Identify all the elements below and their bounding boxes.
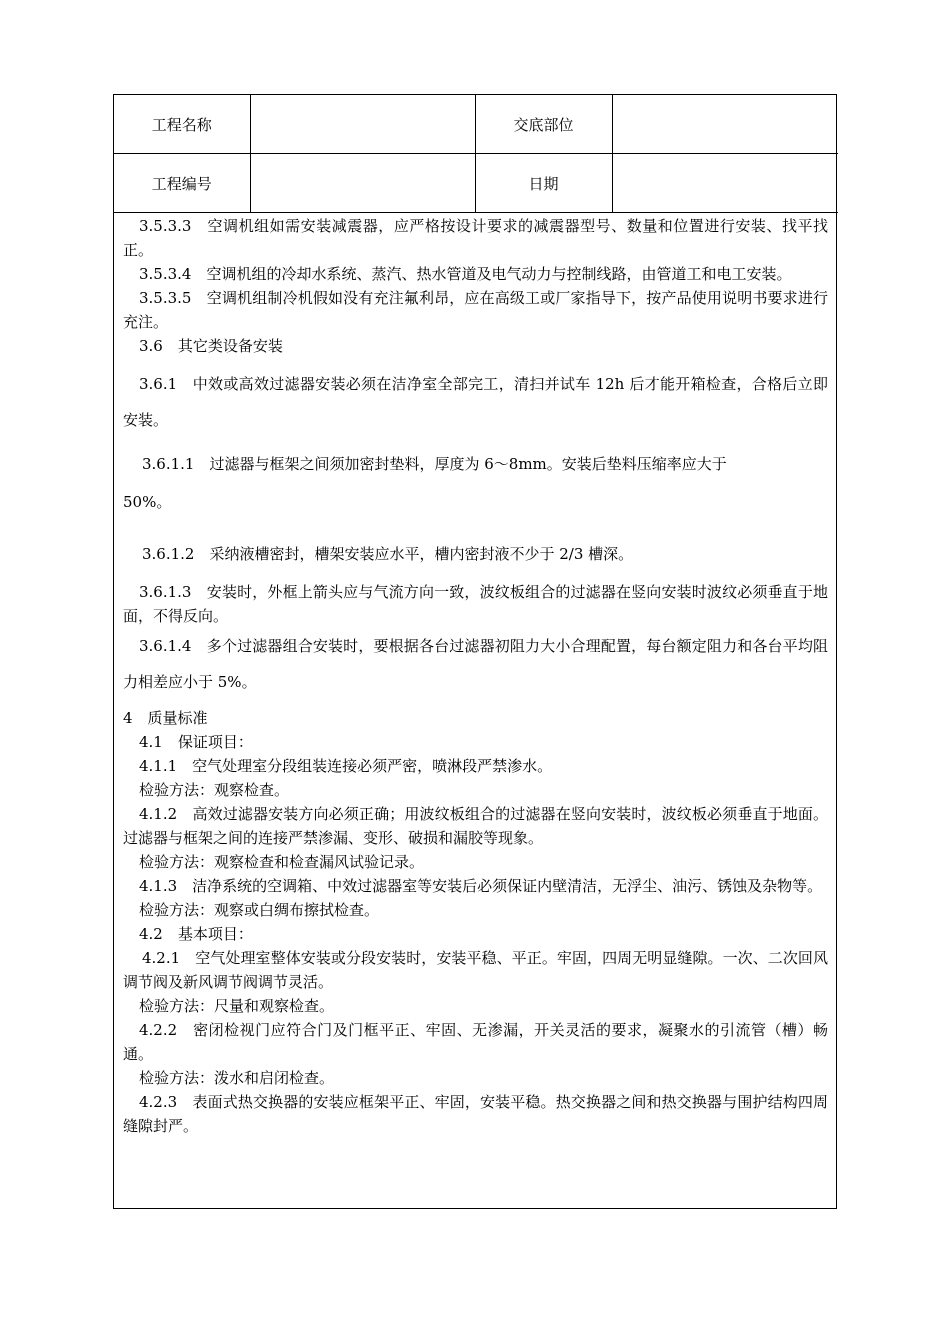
paragraph-4-2-1: 4.2.1 空气处理室整体安装或分段安装时，安装平稳、平正。牢固，四周无明显缝隙。一次、二次回风调节阀及新风调节阀调节灵活。 — [123, 949, 828, 991]
paragraph-4-1-3: 4.1.3 洁净系统的空调箱、中效过滤器室等安装后必须保证内壁清洁，无浮尘、油污、锈蚀及杂物等。 — [139, 877, 823, 895]
label-project-no: 工程编号 — [114, 154, 250, 213]
value-project-no — [250, 154, 475, 213]
paragraph-3-6-1: 3.6.1 中效或高效过滤器安装必须在洁净室全部完工，清扫并试车 12h 后才能开箱检查，合格后立即安装。 — [123, 375, 828, 429]
inspection-method-4: 检验方法：尺量和观察检查。 — [139, 997, 335, 1015]
value-disclosure-part — [612, 95, 838, 154]
value-date — [612, 154, 838, 213]
subheading-4-1: 4.1 保证项目： — [139, 733, 253, 751]
inspection-method-2: 检验方法：观察检查和检查漏风试验记录。 — [139, 853, 425, 871]
section-heading-3-6: 3.6 其它类设备安装 — [139, 337, 283, 355]
document-frame — [113, 94, 837, 1209]
paragraph-3-5-3-4: 3.5.3.4 空调机组的冷却水系统、蒸汽、热水管道及电气动力与控制线路，由管道工和电工安装。 — [139, 265, 792, 283]
body-text — [123, 214, 828, 1138]
label-disclosure-part: 交底部位 — [475, 95, 612, 154]
inspection-method-1: 检验方法：观察检查。 — [139, 781, 290, 799]
paragraph-3-5-3-3: 3.5.3.3 空调机组如需安装减震器，应严格按设计要求的减震器型号、数量和位置进行安装、找平找正。 — [123, 217, 828, 259]
paragraph-3-6-1-3: 3.6.1.3 安装时，外框上箭头应与气流方向一致，波纹板组合的过滤器在竖向安装时波纹必须垂直于地面，不得反向。 — [123, 583, 828, 625]
header-row-1 — [114, 95, 838, 154]
value-project-name — [250, 95, 475, 154]
paragraph-3-5-3-5: 3.5.3.5 空调机组制冷机假如没有充注氟利昂，应在高级工或厂家指导下，按产品使用说明书要求进行充注。 — [123, 289, 828, 331]
header-row-2 — [114, 154, 838, 213]
label-date: 日期 — [475, 154, 612, 213]
paragraph-3-6-1-1: 3.6.1.1 过滤器与框架之间须加密封垫料，厚度为 6～8mm。安装后垫料压缩率应大于 — [142, 455, 727, 473]
paragraph-3-6-1-4: 3.6.1.4 多个过滤器组合安装时，要根据各台过滤器初阻力大小合理配置，每台额定阻力和各台平均阻力相差应小于 5%。 — [123, 637, 828, 691]
label-project-name: 工程名称 — [114, 95, 250, 154]
paragraph-4-2-3: 4.2.3 表面式热交换器的安装应框架平正、牢固，安装平稳。热交换器之间和热交换器与围护结构四周缝隙封严。 — [123, 1093, 828, 1135]
paragraph-3-6-1-1-cont: 50%。 — [123, 493, 172, 511]
header-table — [114, 95, 838, 213]
paragraph-3-6-1-2: 3.6.1.2 采纳液槽密封，槽架安装应水平，槽内密封液不少于 2/3 槽深。 — [142, 545, 634, 563]
inspection-method-5: 检验方法：泼水和启闭检查。 — [139, 1069, 335, 1087]
inspection-method-3: 检验方法：观察或白绸布擦拭检查。 — [139, 901, 380, 919]
paragraph-4-1-2: 4.1.2 高效过滤器安装方向必须正确；用波纹板组合的过滤器在竖向安装时，波纹板必须垂直于地面。过滤器与框架之间的连接严禁渗漏、变形、破损和漏胶等现象。 — [123, 805, 828, 847]
subheading-4-2: 4.2 基本项目： — [139, 925, 253, 943]
paragraph-4-1-1: 4.1.1 空气处理室分段组装连接必须严密，喷淋段严禁渗水。 — [139, 757, 553, 775]
section-heading-4: 4 质量标准 — [123, 709, 208, 727]
paragraph-4-2-2: 4.2.2 密闭检视门应符合门及门框平正、牢固、无渗漏，开关灵活的要求，凝聚水的引流管（槽）畅通。 — [123, 1021, 828, 1063]
